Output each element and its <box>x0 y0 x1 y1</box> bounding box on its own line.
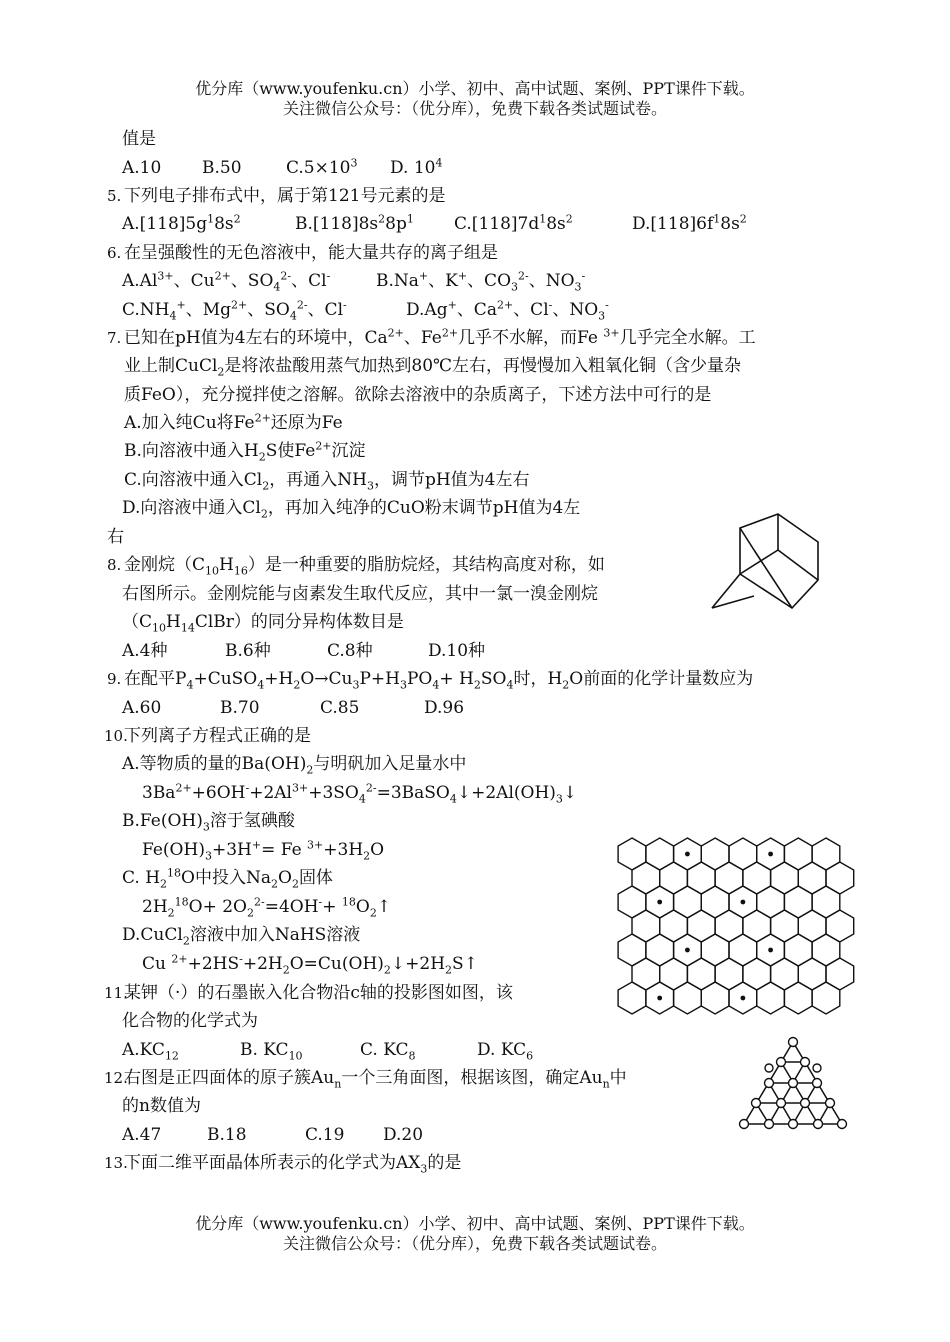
q8-number: 8. <box>107 556 122 574</box>
q4-tail: 值是 <box>122 129 156 149</box>
hexagon-cell <box>757 982 785 1014</box>
q11-option-b: B. $KC_{10}$ <box>240 1040 303 1063</box>
q11-line-2: 化合物的化学式为 <box>122 1011 258 1031</box>
q6-stem: 在呈强酸性的无色溶液中，能大量共存的离子组是 <box>124 243 498 263</box>
q7-line-2: 业上制CuCl$_2$是将浓盐酸用蒸气加热到80℃左右，再慢慢加入粗氧化铜（含少量杂 <box>124 356 742 379</box>
q10-option-c: C. $H_2^{18}O$中投入$Na_2O_2$固体 <box>122 866 333 891</box>
q4-option-b: B.50 <box>202 158 242 178</box>
q8-line-3: $(C_{10}H_{14}ClBr)$的同分异构体数目是 <box>122 612 404 635</box>
q13-stem: 下面二维平面晶体所表示的化学式为$AX_3$的是 <box>124 1153 462 1176</box>
header-line-1: 优分库（www.youfenku.cn）小学、初中、高中试题、案例、PPT课件下载。 <box>195 79 755 98</box>
hexagon-cell <box>812 982 840 1014</box>
q9-option-c: C.85 <box>320 698 360 718</box>
q9-stem: 在配平$P_4+CuSO_4+H_2O\to Cu_3P+H_3PO_4+ H_2SO_4$时，$H_2O$前面的化学计量数应为 <box>124 669 754 692</box>
q10-option-d: D.CuCl$_2$溶液中加入NaHS溶液 <box>122 925 361 948</box>
q7-number: 7. <box>107 329 122 347</box>
footer-line-1: 优分库（www.youfenku.cn）小学、初中、高中试题、案例、PPT课件下载。 <box>195 1214 755 1233</box>
q10-option-b-equation: $Fe(OH)_3+3H^+= Fe$ $^{3+}+3H_2O$ <box>142 838 385 863</box>
q6-option-b: B.Na+、K+、$CO_3^{2-}$、$NO_3^-$ <box>376 269 586 294</box>
q4-option-a: A.10 <box>122 158 162 178</box>
q11-options <box>122 1038 542 1062</box>
q12-line-1: 右图是正四面体的原子簇$Au_n$一个三角面图，根据该图，确定$Au_n$中 <box>124 1068 627 1091</box>
q6-option-d: D.Ag+、$Ca^{2+}$、Cl-、$NO_3^-$ <box>406 298 609 323</box>
q11-line-1: 某钾（·）的石墨嵌入化合物沿c轴的投影图如图，该 <box>124 983 513 1003</box>
q7-line-1: 已知在pH值为4左右的环境中，$Ca^{2+}$、$Fe^{2+}$几乎不水解，而Fe $^{3+}$几乎完全水解。工 <box>124 326 756 348</box>
q12-option-c: C.19 <box>305 1125 345 1145</box>
q10-stem: 下列离子方程式正确的是 <box>124 726 311 746</box>
q5-option-b: $B.[118]8s^28p^1$ <box>295 212 414 234</box>
q9-option-b: B.70 <box>220 698 260 718</box>
q8-option-b: B.6种 <box>225 641 271 661</box>
q9-option-a: A.60 <box>122 698 162 718</box>
potassium-dot <box>741 996 746 1001</box>
q8-option-d: D.10种 <box>428 641 486 661</box>
q7-option-d: D.向溶液中通入$Cl_2$，再加入纯净的CuO粉末调节pH值为4左 <box>122 498 581 521</box>
q13-number: 13. <box>104 1154 128 1172</box>
q12-option-b: B.18 <box>207 1125 247 1145</box>
q9-options <box>122 696 522 720</box>
hexagon-cell <box>618 982 646 1014</box>
hexagon-cell <box>784 982 812 1014</box>
q8-line-2: 右图所示。金刚烷能与卤素发生取代反应，其中一氯一溴金刚烷 <box>122 584 598 604</box>
q4-option-d: D. $10^4$ <box>390 156 443 178</box>
q11-number: 11. <box>104 984 128 1002</box>
q5-option-a: $A.[118]5g^18s^2$ <box>122 212 241 234</box>
q12-option-a: A.47 <box>122 1125 162 1145</box>
q4-options <box>122 156 443 180</box>
q10-option-d-equation: Cu $^{2+}+2HS^-+2H_2O=Cu(OH)_2↓+2H_2S↑$ <box>142 952 478 977</box>
q5-option-c: $C.[118]7d^18s^2$ <box>454 212 573 234</box>
q9-number: 9. <box>107 670 122 688</box>
q10-option-a: A.等物质的量的$Ba(OH)_2$与明矾加入足量水中 <box>122 754 467 777</box>
q7-line-3: 质FeO），充分搅拌使之溶解。欲除去溶液中的杂质离子，下述方法中可行的是 <box>124 385 712 405</box>
hexagon-cell <box>701 982 729 1014</box>
potassium-dot <box>741 900 746 905</box>
potassium-dot <box>685 948 690 953</box>
adamantane-figure <box>708 510 824 610</box>
q11-option-d: D. $KC_6$ <box>477 1040 534 1063</box>
q10-option-c-equation: $2H_2^{18}O+ 2O_2^{2-}=4OH^-+$ $^{18}O_2↑$ <box>142 895 392 920</box>
q12-option-d: D.20 <box>383 1125 424 1145</box>
hexagon-cell <box>674 982 702 1014</box>
graphite-projection-figure <box>618 840 846 1020</box>
au-cluster-triangle-figure <box>736 1036 852 1132</box>
q12-options <box>122 1123 522 1147</box>
q5-number: 5. <box>107 187 122 205</box>
footer-line-2: 关注微信公众号：（优分库），免费下载各类试题试卷。 <box>282 1234 667 1253</box>
q8-option-a: A.4种 <box>122 641 168 661</box>
q10-option-b: $B.Fe(OH)_3$溶于氢碘酸 <box>122 811 295 834</box>
q6-option-c: $C.NH_4^+$、$Mg^{2+}$、$SO_4^{2-}$、Cl- <box>122 298 347 323</box>
q7-option-c: C.向溶液中通入$Cl_2$，再通入$NH_3$，调节pH值为4左右 <box>124 470 530 493</box>
q7-option-b: B.向溶液中通入$H_2S$使$Fe^{2+}$沉淀 <box>124 439 366 464</box>
potassium-dot <box>768 852 773 857</box>
q10-option-a-equation: $3Ba^{2+}+6OH^-+2Al^{3+}+3SO_4^{2-}=3BaSO_4↓+2Al(OH)_3↓$ <box>142 781 578 806</box>
potassium-dot <box>685 852 690 857</box>
q10-number: 10. <box>104 727 128 745</box>
potassium-dot <box>657 996 662 1001</box>
q4-option-c: $C.5\times 10^3$ <box>286 156 358 178</box>
q5-option-d: $D.[118]6f^18s^2$ <box>632 212 747 234</box>
q7-option-d-cont: 右 <box>107 527 124 547</box>
q6-option-a: $A.Al^{3+}$、$Cu^{2+}$、$SO_4^{2-}$、Cl- <box>122 269 331 294</box>
q12-number: 12. <box>104 1069 128 1087</box>
q5-stem: 下列电子排布式中，属于第121号元素的是 <box>124 186 446 206</box>
q8-line-1: 金刚烷$(C_{10}H_{16})$是一种重要的脂肪烷烃，其结构高度对称，如 <box>124 555 605 578</box>
q7-option-a: A.加入纯Cu将$Fe^{2+}$还原为Fe <box>124 411 343 433</box>
potassium-dot <box>657 900 662 905</box>
q5-options <box>122 212 762 236</box>
q8-option-c: C.8种 <box>327 641 373 661</box>
q11-option-a: $A.KC_{12}$ <box>122 1040 179 1063</box>
q8-options <box>122 639 522 663</box>
header-line-2: 关注微信公众号：（优分库），免费下载各类试题试卷。 <box>282 99 667 118</box>
q11-option-c: C. $KC_8$ <box>360 1040 416 1063</box>
q9-option-d: D.96 <box>424 698 465 718</box>
q12-line-2: 的n数值为 <box>122 1096 201 1116</box>
potassium-dot <box>768 948 773 953</box>
q6-number: 6. <box>107 244 122 262</box>
